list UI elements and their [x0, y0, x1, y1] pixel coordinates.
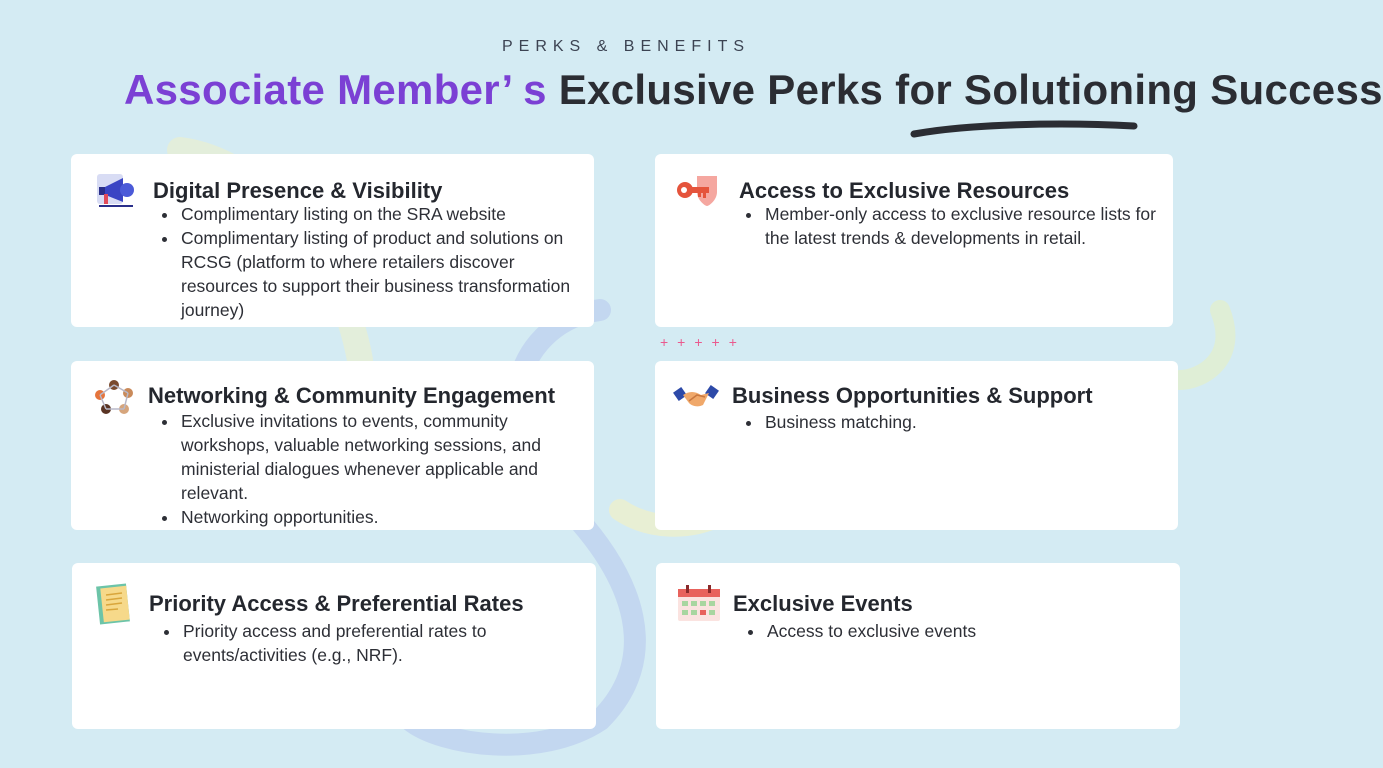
- title-underline-swoosh: [910, 118, 1140, 142]
- card-title: Access to Exclusive Resources: [739, 178, 1070, 203]
- list-item: • Priority access and preferential rates to events/activities (e.g., NRF).: [181, 619, 591, 667]
- card-bullet-list: [741, 202, 1173, 250]
- card-title: Priority Access & Preferential Rates: [149, 591, 524, 616]
- card-bullet-list: [157, 202, 595, 322]
- handshake-icon: [673, 373, 719, 419]
- megaphone-icon: [93, 168, 139, 214]
- list-item: • Business matching.: [763, 410, 1173, 434]
- page-title: [124, 66, 1383, 114]
- card-title: Digital Presence & Visibility: [153, 178, 443, 203]
- document-icon: [92, 581, 138, 627]
- people-network-icon: [91, 373, 137, 419]
- decorative-plus-dots: +++++: [660, 334, 746, 350]
- list-item: • Access to exclusive events: [765, 619, 1175, 643]
- card-title: Exclusive Events: [733, 591, 913, 616]
- title-part-associate: Associate Member’ s: [124, 66, 547, 113]
- card-bullet-list: [159, 619, 591, 667]
- key-shield-icon: [675, 168, 721, 214]
- card-title: Business Opportunities & Support: [732, 383, 1093, 408]
- perk-card-priority-access: [72, 563, 596, 729]
- list-item: • Exclusive invitations to events, community workshops, valuable networking sessions, and ministerial dialogues whenever applicable and relevant.: [179, 409, 589, 505]
- list-item: • Complimentary listing of product and solutions on RCSG (platform to where retailers discover resources to support their business transformation journey): [179, 226, 595, 322]
- card-bullet-list: [743, 619, 1175, 643]
- eyebrow-label: PERKS & BENEFITS: [501, 38, 751, 55]
- perk-card-business-opportunities: [655, 361, 1178, 530]
- calendar-icon: [676, 581, 722, 627]
- list-item: • Networking opportunities.: [179, 505, 589, 529]
- card-bullet-list: [741, 410, 1173, 434]
- perk-card-digital-presence: [71, 154, 594, 327]
- title-part-perks: Exclusive Perks for Solutioning Success: [558, 66, 1383, 113]
- perk-card-exclusive-resources: [655, 154, 1173, 327]
- card-bullet-list: [157, 409, 589, 529]
- perk-card-exclusive-events: [656, 563, 1180, 729]
- list-item: • Complimentary listing on the SRA website: [179, 202, 595, 226]
- list-item: • Member-only access to exclusive resource lists for the latest trends & developments in retail.: [763, 202, 1173, 250]
- perk-card-networking: [71, 361, 594, 530]
- card-title: Networking & Community Engagement: [148, 383, 556, 408]
